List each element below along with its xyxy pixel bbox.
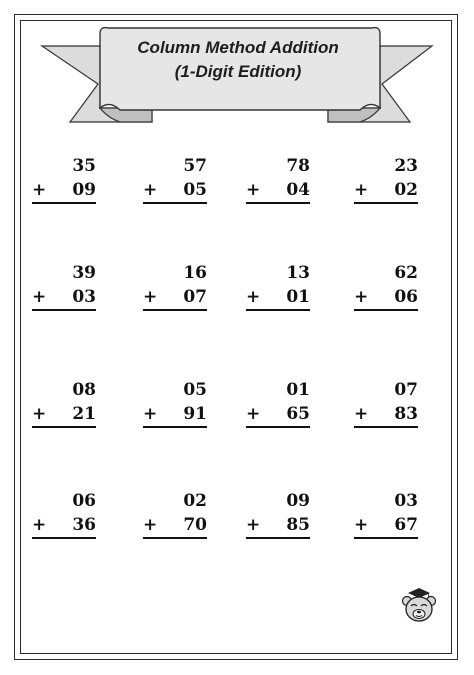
problem-11	[246, 378, 310, 428]
problem-13	[32, 489, 96, 539]
addend-top: 09	[286, 491, 310, 511]
plus-sign: +	[143, 515, 158, 535]
plus-sign: +	[246, 515, 261, 535]
addend-row	[354, 178, 418, 204]
addend-row	[32, 513, 96, 539]
addend-bottom: 05	[183, 180, 207, 200]
addend-bottom: 36	[72, 515, 96, 535]
worksheet-title	[100, 36, 376, 84]
addend-top: 35	[72, 156, 96, 176]
addend-row	[143, 285, 207, 311]
plus-sign: +	[354, 287, 369, 307]
addend-top: 78	[286, 156, 310, 176]
problem-14	[143, 489, 207, 539]
addend-top: 57	[183, 156, 207, 176]
plus-sign: +	[354, 515, 369, 535]
addend-top: 08	[72, 380, 96, 400]
problem-7	[246, 261, 310, 311]
plus-sign: +	[246, 180, 261, 200]
plus-sign: +	[32, 404, 47, 424]
addend-top: 39	[72, 263, 96, 283]
addend-bottom: 06	[394, 287, 418, 307]
graduate-mascot-icon	[400, 584, 438, 624]
plus-sign: +	[354, 404, 369, 424]
problem-1	[32, 154, 96, 204]
addend-top: 62	[394, 263, 418, 283]
addend-row	[246, 285, 310, 311]
addend-bottom: 04	[286, 180, 310, 200]
addend-bottom: 65	[286, 404, 310, 424]
addend-top: 03	[394, 491, 418, 511]
title-line-2: (1-Digit Edition)	[174, 62, 302, 81]
addend-bottom: 01	[286, 287, 310, 307]
addend-top: 23	[394, 156, 418, 176]
problem-9	[32, 378, 96, 428]
problem-16	[354, 489, 418, 539]
addend-top: 07	[394, 380, 418, 400]
addend-bottom: 21	[72, 404, 96, 424]
addend-top: 01	[286, 380, 310, 400]
plus-sign: +	[143, 180, 158, 200]
addend-row	[354, 402, 418, 428]
problem-6	[143, 261, 207, 311]
addend-top: 16	[183, 263, 207, 283]
addend-row	[32, 178, 96, 204]
addend-row	[246, 513, 310, 539]
addend-row	[246, 402, 310, 428]
addend-bottom: 07	[183, 287, 207, 307]
plus-sign: +	[143, 404, 158, 424]
addend-bottom: 83	[394, 404, 418, 424]
addend-bottom: 02	[394, 180, 418, 200]
addend-bottom: 70	[183, 515, 207, 535]
addend-top: 06	[72, 491, 96, 511]
problem-4	[354, 154, 418, 204]
addend-row	[143, 513, 207, 539]
title-line-1: Column Method Addition	[137, 38, 339, 57]
addend-row	[354, 285, 418, 311]
plus-sign: +	[354, 180, 369, 200]
addend-top: 05	[183, 380, 207, 400]
addend-row	[354, 513, 418, 539]
addend-bottom: 85	[286, 515, 310, 535]
addend-row	[143, 178, 207, 204]
addend-top: 02	[183, 491, 207, 511]
plus-sign: +	[246, 404, 261, 424]
problem-5	[32, 261, 96, 311]
plus-sign: +	[246, 287, 261, 307]
addend-row	[32, 285, 96, 311]
addend-bottom: 91	[183, 404, 207, 424]
plus-sign: +	[32, 287, 47, 307]
addend-row	[32, 402, 96, 428]
plus-sign: +	[32, 180, 47, 200]
addend-bottom: 67	[394, 515, 418, 535]
problem-2	[143, 154, 207, 204]
addend-top: 13	[286, 263, 310, 283]
plus-sign: +	[32, 515, 47, 535]
addend-row	[246, 178, 310, 204]
addend-bottom: 03	[72, 287, 96, 307]
problem-3	[246, 154, 310, 204]
problem-10	[143, 378, 207, 428]
addend-bottom: 09	[72, 180, 96, 200]
problem-15	[246, 489, 310, 539]
problem-12	[354, 378, 418, 428]
addend-row	[143, 402, 207, 428]
problem-8	[354, 261, 418, 311]
plus-sign: +	[143, 287, 158, 307]
